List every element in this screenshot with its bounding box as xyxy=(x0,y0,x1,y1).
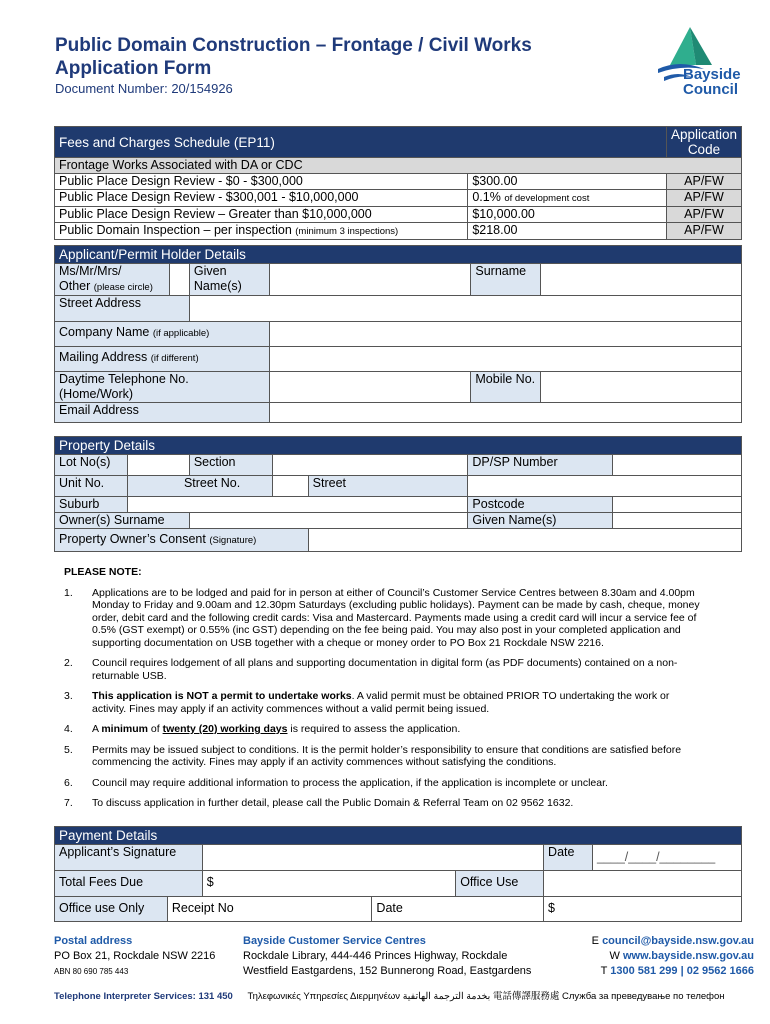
title-other: Other xyxy=(59,279,91,293)
fees-heading: Fees and Charges Schedule (EP11) xyxy=(55,127,667,158)
office-amount-field[interactable]: $ xyxy=(544,897,742,922)
lot-label: Lot No(s) xyxy=(55,455,128,476)
email-line xyxy=(592,934,754,949)
owner-given-field[interactable] xyxy=(613,513,742,529)
list-item xyxy=(64,587,704,650)
fees-table xyxy=(54,126,742,240)
code-heading: Application Code xyxy=(666,127,741,158)
fee-value: $218.00 xyxy=(468,223,667,240)
title-label-line2 xyxy=(59,279,165,295)
date-field[interactable]: ____/____/________ xyxy=(593,845,742,871)
owner-given-label: Given Name(s) xyxy=(468,513,613,529)
title-field[interactable] xyxy=(169,264,189,296)
postal-block xyxy=(54,934,215,979)
date-label: Date xyxy=(544,845,593,871)
fee-note: of development cost xyxy=(504,193,590,204)
centres-line1: Rockdale Library, 444-446 Princes Highway, Rockdale xyxy=(243,950,508,962)
phone-line xyxy=(592,964,754,979)
note-rest: . A valid permit must be obtained PRIOR TO undertaking the work or activity. Fines may apply if an activity commences without a valid permit being issued. xyxy=(92,690,670,715)
mailing-field[interactable] xyxy=(269,347,741,372)
title-label-line1: Ms/Mr/Mrs/ xyxy=(59,264,122,278)
office-use-label: Office Use xyxy=(456,871,544,897)
email-prefix: E xyxy=(591,935,603,947)
surname-field[interactable] xyxy=(541,264,742,296)
unit-label: Unit No. xyxy=(55,476,128,497)
consent-field[interactable] xyxy=(308,529,741,552)
postcode-label: Postcode xyxy=(468,497,613,513)
note-text: To discuss application in further detail, please call the Public Domain & Referral Team on 02 9562 1632. xyxy=(92,797,574,809)
fee-desc: Public Place Design Review - $0 - $300,000 xyxy=(55,174,468,190)
interpreter-translations: Τηλεφωνικές Υπηρεσίες Διερμηνέων بخدمة الترجمة الهاتفية 電話傳譯服務處 Служба за преведување по телефон xyxy=(247,991,725,1002)
notes-heading: PLEASE NOTE: xyxy=(64,566,142,578)
payment-table xyxy=(54,826,742,922)
company-field[interactable] xyxy=(269,322,741,347)
note-text: Applications are to be lodged and paid for in person at either of Council’s Customer Service Centres between 8.30am and 4.00pm Monday to Friday and 9.00am and 12.30pm Saturdays (excluding public holidays). Payment can be made by cash, cheque, money order, debit card and the following credit cards: Visa and Mastercard. Payments made using a credit card will incur a service fee of 0.5% (GST exempt) or 0.55% (inc GST) depending on the fee being paid. You may also post in your completed application and supporting documentation on USB together with a cheque or money order to PO Box 21 Rockdale NSW 2216. xyxy=(92,586,700,649)
web-line xyxy=(592,949,754,964)
fee-desc xyxy=(55,223,468,240)
title-note: (please circle) xyxy=(93,282,153,293)
section-field[interactable] xyxy=(272,455,468,476)
property-heading: Property Details xyxy=(55,437,742,455)
list-item xyxy=(64,777,704,790)
logo-line1: Bayside xyxy=(683,66,741,83)
list-item xyxy=(64,657,704,682)
signature-field[interactable] xyxy=(202,845,543,871)
suburb-label: Suburb xyxy=(55,497,128,513)
list-item xyxy=(64,744,704,769)
fee-value: $300.00 xyxy=(468,174,667,190)
title-label xyxy=(55,264,170,296)
payment-heading: Payment Details xyxy=(55,827,742,845)
lot-field[interactable] xyxy=(127,455,189,476)
consent-label xyxy=(55,529,309,552)
fees-subheading: Frontage Works Associated with DA or CDC xyxy=(55,158,742,174)
consent-text: Property Owner’s Consent xyxy=(59,532,206,546)
mailing-label-text: Mailing Address xyxy=(59,350,148,364)
note-part: of xyxy=(148,723,163,735)
abn: ABN 80 690 785 443 xyxy=(54,967,129,976)
mailing-label xyxy=(55,347,270,372)
street-field[interactable] xyxy=(189,296,741,322)
phone-line2: (Home/Work) xyxy=(59,387,134,401)
table-row xyxy=(55,174,742,190)
phone-field[interactable] xyxy=(269,372,471,403)
given-name-field[interactable] xyxy=(269,264,471,296)
postal-line: PO Box 21, Rockdale NSW 2216 xyxy=(54,950,216,962)
fee-desc: Public Place Design Review – Greater than $10,000,000 xyxy=(55,207,468,223)
company-note: (if applicable) xyxy=(152,328,210,339)
list-item xyxy=(64,797,704,810)
note-text: Permits may be issued subject to conditions. It is the permit holder’s responsibility to ensure that conditions are satisfied before commencing the activity. Fines may apply if an activity commences without satisfying the conditions. xyxy=(92,743,682,768)
street-field[interactable] xyxy=(468,476,742,497)
street-label: Street Address xyxy=(55,296,190,322)
dpsp-label: DP/SP Number xyxy=(468,455,613,476)
interpreter-text: Telephone Interpreter Services: 131 450 xyxy=(54,991,233,1002)
phone-label xyxy=(55,372,270,403)
note-number: 2. xyxy=(64,657,73,669)
office-date-label: Date xyxy=(372,897,544,922)
suburb-field[interactable] xyxy=(127,497,467,513)
phone-numbers: 1300 581 299 | 02 9562 1666 xyxy=(610,965,754,977)
table-row xyxy=(55,190,742,207)
applicant-table xyxy=(54,245,742,423)
fee-value: $10,000.00 xyxy=(468,207,667,223)
total-fees-label: Total Fees Due xyxy=(55,871,203,897)
company-label-text: Company Name xyxy=(59,325,150,339)
given-label xyxy=(189,264,269,296)
email-link[interactable]: council@bayside.nsw.gov.au xyxy=(602,935,754,947)
note-bold: minimum xyxy=(101,723,149,735)
street-no-text: Street No. xyxy=(183,476,241,490)
fee-desc-note: (minimum 3 inspections) xyxy=(295,226,399,237)
street-no-field[interactable] xyxy=(272,476,308,497)
form-title: Public Domain Construction – Frontage / Civil Works Application Form xyxy=(55,35,532,79)
section-label: Section xyxy=(189,455,272,476)
consent-note: (Signature) xyxy=(209,535,257,546)
contact-block xyxy=(592,934,754,979)
note-text xyxy=(92,723,460,736)
note-number: 5. xyxy=(64,743,73,756)
note-number: 4. xyxy=(64,723,73,735)
office-only-label: Office use Only xyxy=(55,897,168,922)
property-table xyxy=(54,436,742,552)
note-text xyxy=(92,690,704,715)
fee-value xyxy=(468,190,667,207)
document-number: Document Number: 20/154926 xyxy=(55,81,233,96)
table-row xyxy=(55,207,742,223)
owner-field[interactable] xyxy=(189,513,468,529)
note-underlined: twenty (20) working days xyxy=(162,723,288,735)
mailing-note: (if different) xyxy=(150,353,199,364)
note-number: 6. xyxy=(64,776,73,789)
note-text: Council requires lodgement of all plans and supporting documentation in digital form (as PDF documents) contained on a non-returnable USB. xyxy=(92,657,678,682)
table-row xyxy=(55,223,742,240)
street-no-label xyxy=(127,476,272,497)
surname-label: Surname xyxy=(471,264,541,296)
email-label: Email Address xyxy=(55,403,270,423)
given-line1: Given xyxy=(193,264,227,278)
phone-line1: Daytime Telephone No. xyxy=(59,372,189,386)
list-item xyxy=(64,690,704,715)
centres-heading: Bayside Customer Service Centres xyxy=(243,935,426,947)
fee-desc: Public Place Design Review - $300,001 - $10,000,000 xyxy=(55,190,468,207)
list-item xyxy=(64,723,704,736)
street-label: Street xyxy=(308,476,468,497)
web-link[interactable]: www.bayside.nsw.gov.au xyxy=(622,950,754,962)
postcode-field[interactable] xyxy=(613,497,742,513)
note-number: 1. xyxy=(64,586,73,599)
receipt-label: Receipt No xyxy=(167,897,372,922)
interpreter-bar xyxy=(54,988,754,1002)
logo-line2: Council xyxy=(683,81,738,98)
web-prefix: W xyxy=(609,950,623,962)
note-number: 3. xyxy=(64,690,73,702)
centres-line2: Westfield Eastgardens, 152 Bunnerong Road, Eastgardens xyxy=(243,965,532,977)
mobile-field[interactable] xyxy=(541,372,742,403)
fee-code: AP/FW xyxy=(666,174,741,190)
company-label xyxy=(55,322,270,347)
note-text: Council may require additional information to process the application, if the application is incomplete or unclear. xyxy=(92,776,608,789)
postal-heading: Postal address xyxy=(54,935,133,947)
given-line2: Name(s) xyxy=(193,279,242,293)
mobile-label: Mobile No. xyxy=(471,372,541,403)
signature-label: Applicant’s Signature xyxy=(55,845,203,871)
owner-label: Owner(s) Surname xyxy=(55,513,190,529)
note-bold: This application is NOT a permit to undertake works xyxy=(92,690,352,702)
fee-desc-main: Public Domain Inspection – per inspection xyxy=(59,223,292,237)
fee-code: AP/FW xyxy=(666,190,741,207)
centres-block xyxy=(243,934,531,979)
dpsp-field[interactable] xyxy=(613,455,742,476)
logo-text xyxy=(683,67,741,97)
please-note-section xyxy=(64,566,704,818)
applicant-heading: Applicant/Permit Holder Details xyxy=(55,246,742,264)
fee-code: AP/FW xyxy=(666,207,741,223)
fee-percent: 0.1% xyxy=(472,190,501,204)
note-number: 7. xyxy=(64,797,73,809)
phone-prefix: T xyxy=(600,965,611,977)
note-part: A xyxy=(92,723,102,735)
total-fees-field[interactable]: $ xyxy=(202,871,455,897)
office-use-field[interactable] xyxy=(544,871,742,897)
note-part: is required to assess the application. xyxy=(287,723,461,735)
email-field[interactable] xyxy=(269,403,741,423)
fee-code: AP/FW xyxy=(666,223,741,240)
